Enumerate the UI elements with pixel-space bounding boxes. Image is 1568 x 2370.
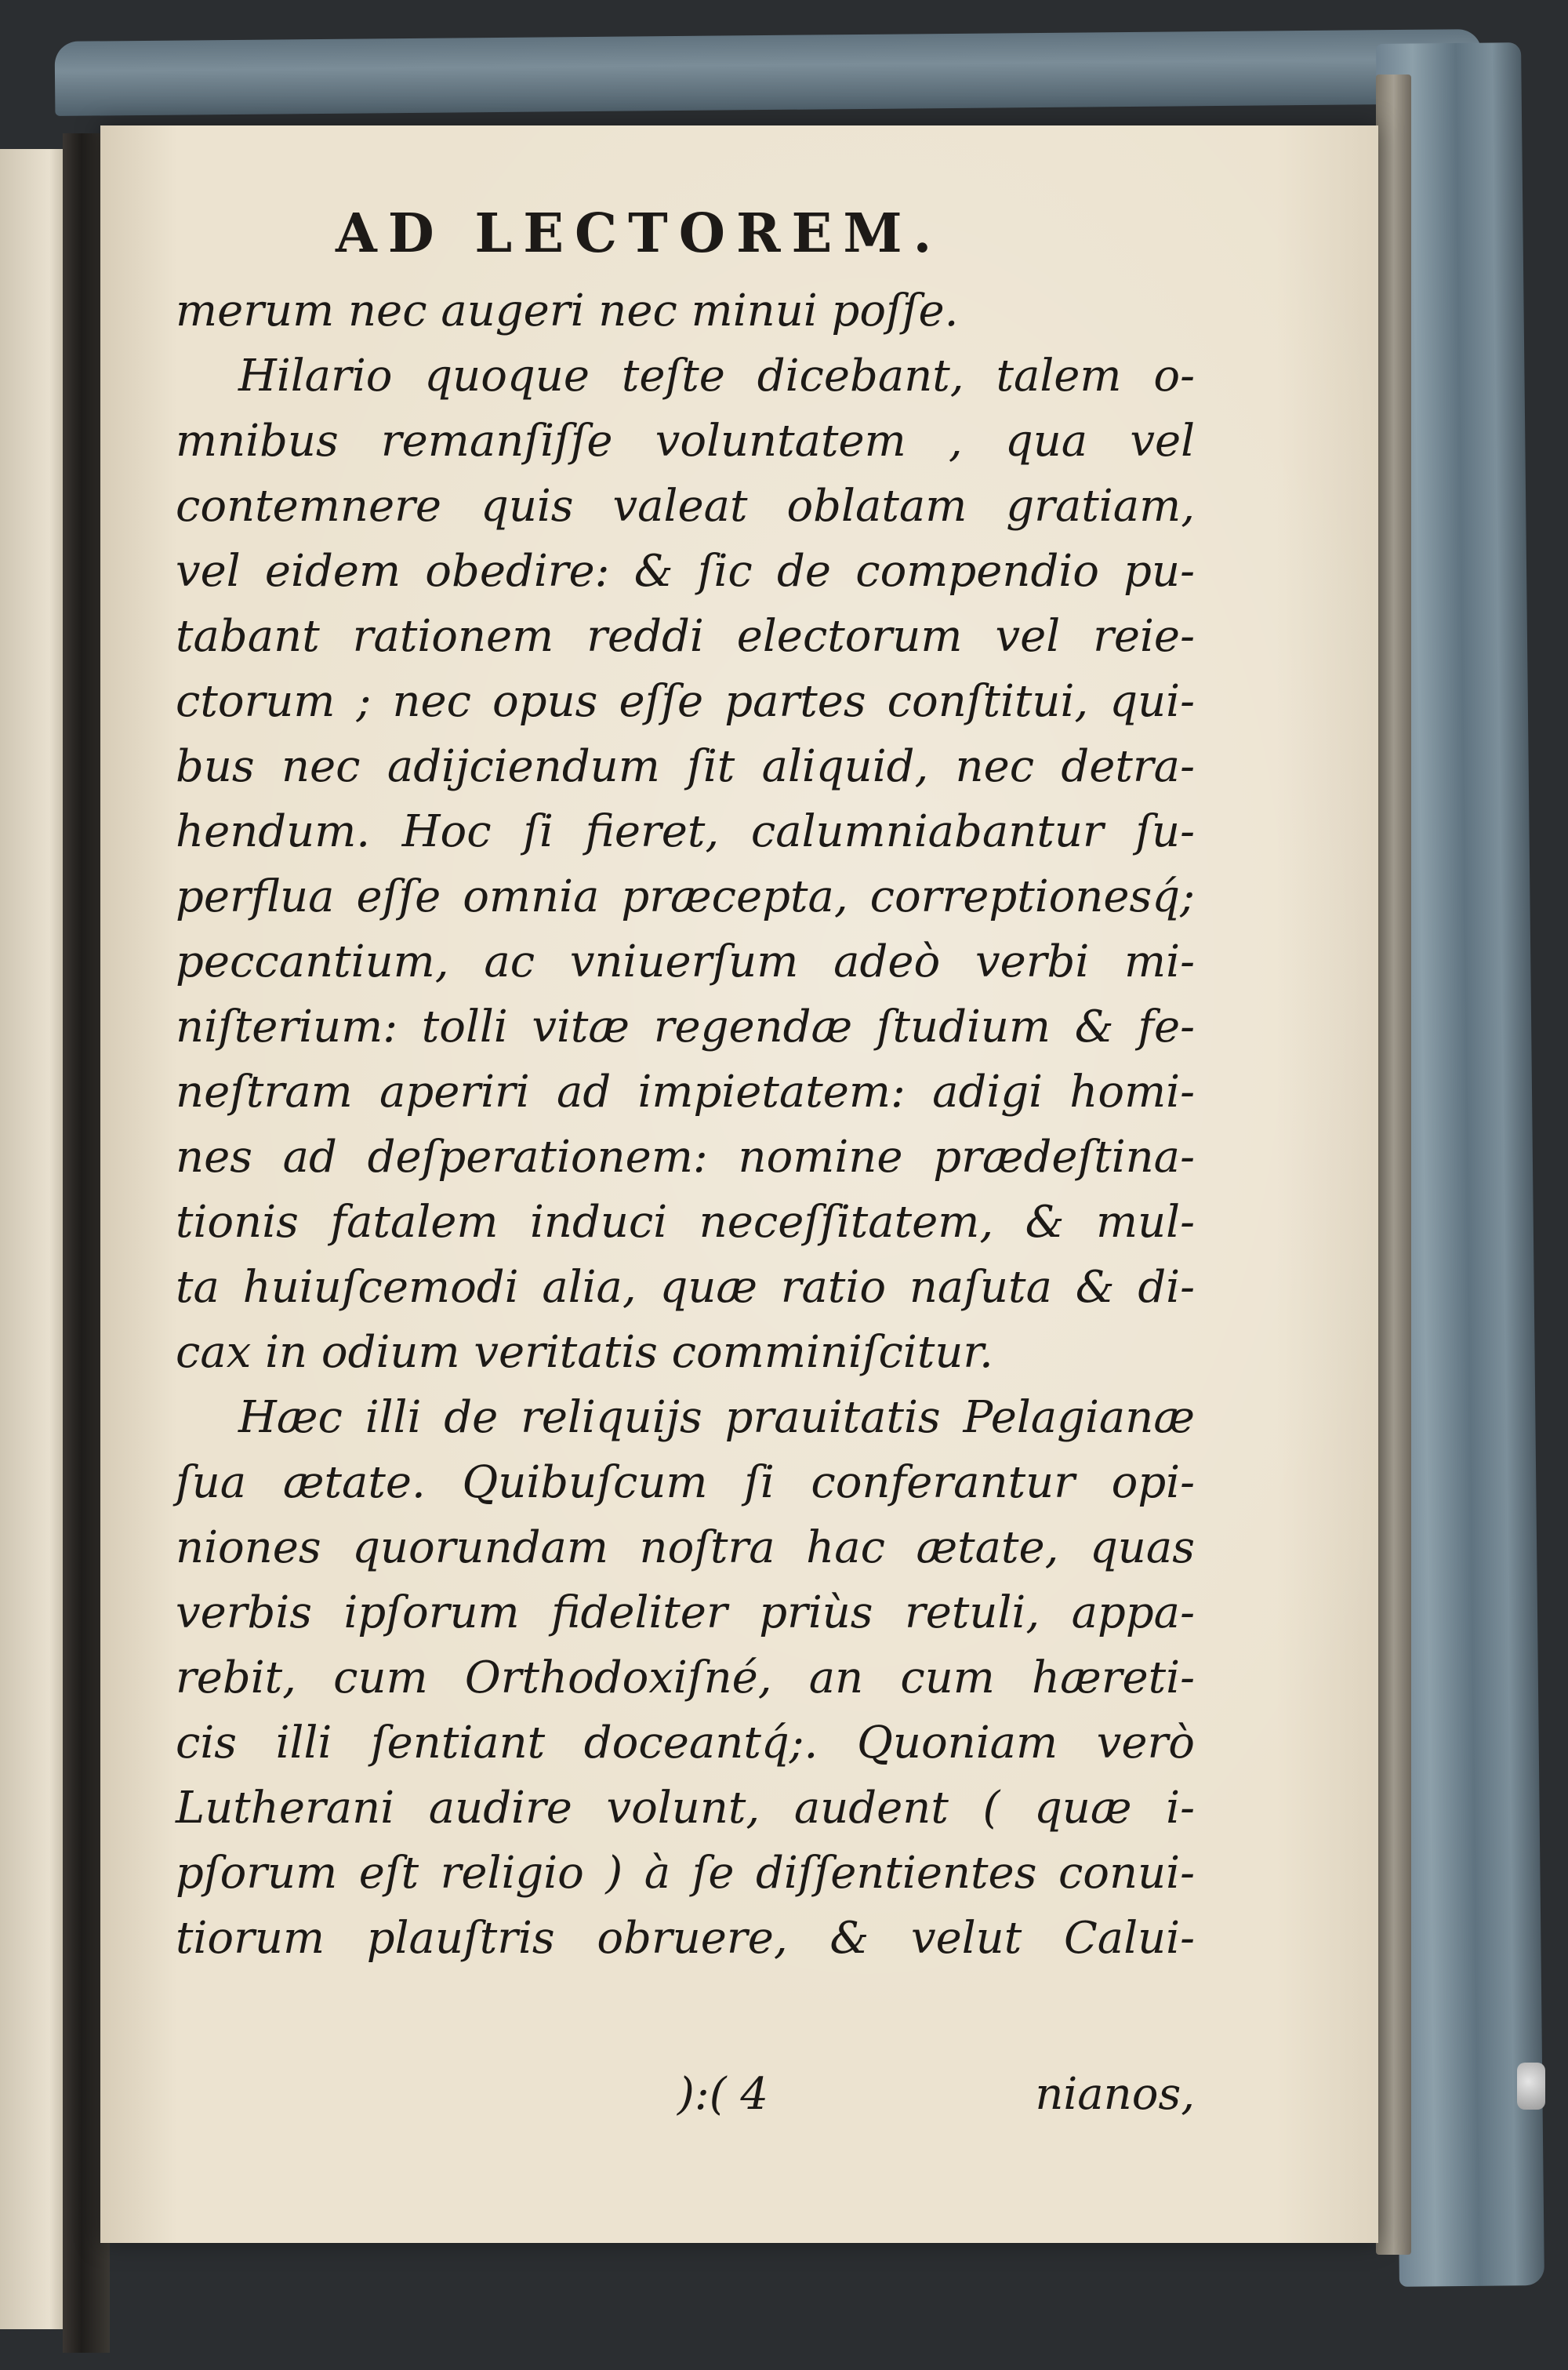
text-line: tionis fatalem induci neceſſitatem, & mul- xyxy=(176,1197,1195,1248)
text-line: nes ad deſperationem: nomine prædeſtina- xyxy=(176,1132,1195,1183)
text-line: hendum. Hoc ſi fieret, calumniabantur ſu- xyxy=(176,806,1195,857)
text-line: contemnere quis valeat oblatam gratiam, xyxy=(176,481,1195,532)
text-line: tiorum plauſtris obruere, & velut Calui- xyxy=(176,1913,1195,1964)
text-line: tabant rationem reddi electorum vel reie- xyxy=(176,611,1195,662)
text-line: Lutherani audire volunt, audent ( quæ i- xyxy=(176,1783,1195,1834)
text-line: ta huiuſcemodi alia, quæ ratio naſuta & di- xyxy=(176,1262,1195,1313)
text-block xyxy=(176,278,1195,1971)
text-line: rebit, cum Orthodoxiſné, an cum hæreti- xyxy=(176,1652,1195,1703)
text-line: pſorum eſt religio ) à ſe diſſentientes conui- xyxy=(176,1848,1195,1899)
running-head: AD LECTOREM. xyxy=(336,202,943,265)
text-line: Hilario quoque teſte dicebant, talem o- xyxy=(238,351,1195,402)
clasp-icon xyxy=(1517,2063,1545,2110)
text-line: peccantium, ac vniuerſum adeò verbi mi- xyxy=(176,936,1195,987)
text-line: merum nec augeri nec minui poſſe. xyxy=(176,285,959,336)
text-line: neſtram aperiri ad impietatem: adigi homi- xyxy=(176,1067,1195,1118)
text-line: niſterium: tolli vitæ regendæ ſtudium & fe- xyxy=(176,1001,1195,1052)
text-line: vel eidem obedire: & ſic de compendio pu- xyxy=(176,546,1195,597)
text-line: verbis ipſorum fideliter priùs retuli, appa- xyxy=(176,1587,1195,1638)
page-edges xyxy=(1376,75,1411,2255)
text-line: ctorum ; nec opus eſſe partes conſtitui, qui- xyxy=(176,676,1195,727)
catchword: nianos, xyxy=(1035,2069,1195,2120)
signature-mark: ):( 4 xyxy=(677,2069,768,2120)
text-line: bus nec adijciendum ſit aliquid, nec detra- xyxy=(176,741,1195,792)
book-page xyxy=(100,125,1378,2243)
previous-page xyxy=(0,149,71,2329)
text-line: niones quorundam noſtra hac ætate, quas xyxy=(176,1522,1195,1573)
text-line: mnibus remanſiſſe voluntatem , qua vel xyxy=(176,416,1195,467)
text-line: Hæc illi de reliquijs prauitatis Pelagianæ xyxy=(238,1392,1195,1443)
text-line: cis illi ſentiant doceantq́;. Quoniam verò xyxy=(176,1718,1195,1768)
page-footer xyxy=(176,2069,1195,2134)
text-line: cax in odium veritatis comminiſcitur. xyxy=(176,1327,993,1378)
show-through-text xyxy=(1229,800,1370,1976)
text-line: perflua eſſe omnia præcepta, correptionesq́; xyxy=(176,871,1195,922)
text-line: ſua ætate. Quibuſcum ſi conferantur opi- xyxy=(176,1457,1195,1508)
top-binding xyxy=(55,29,1483,116)
